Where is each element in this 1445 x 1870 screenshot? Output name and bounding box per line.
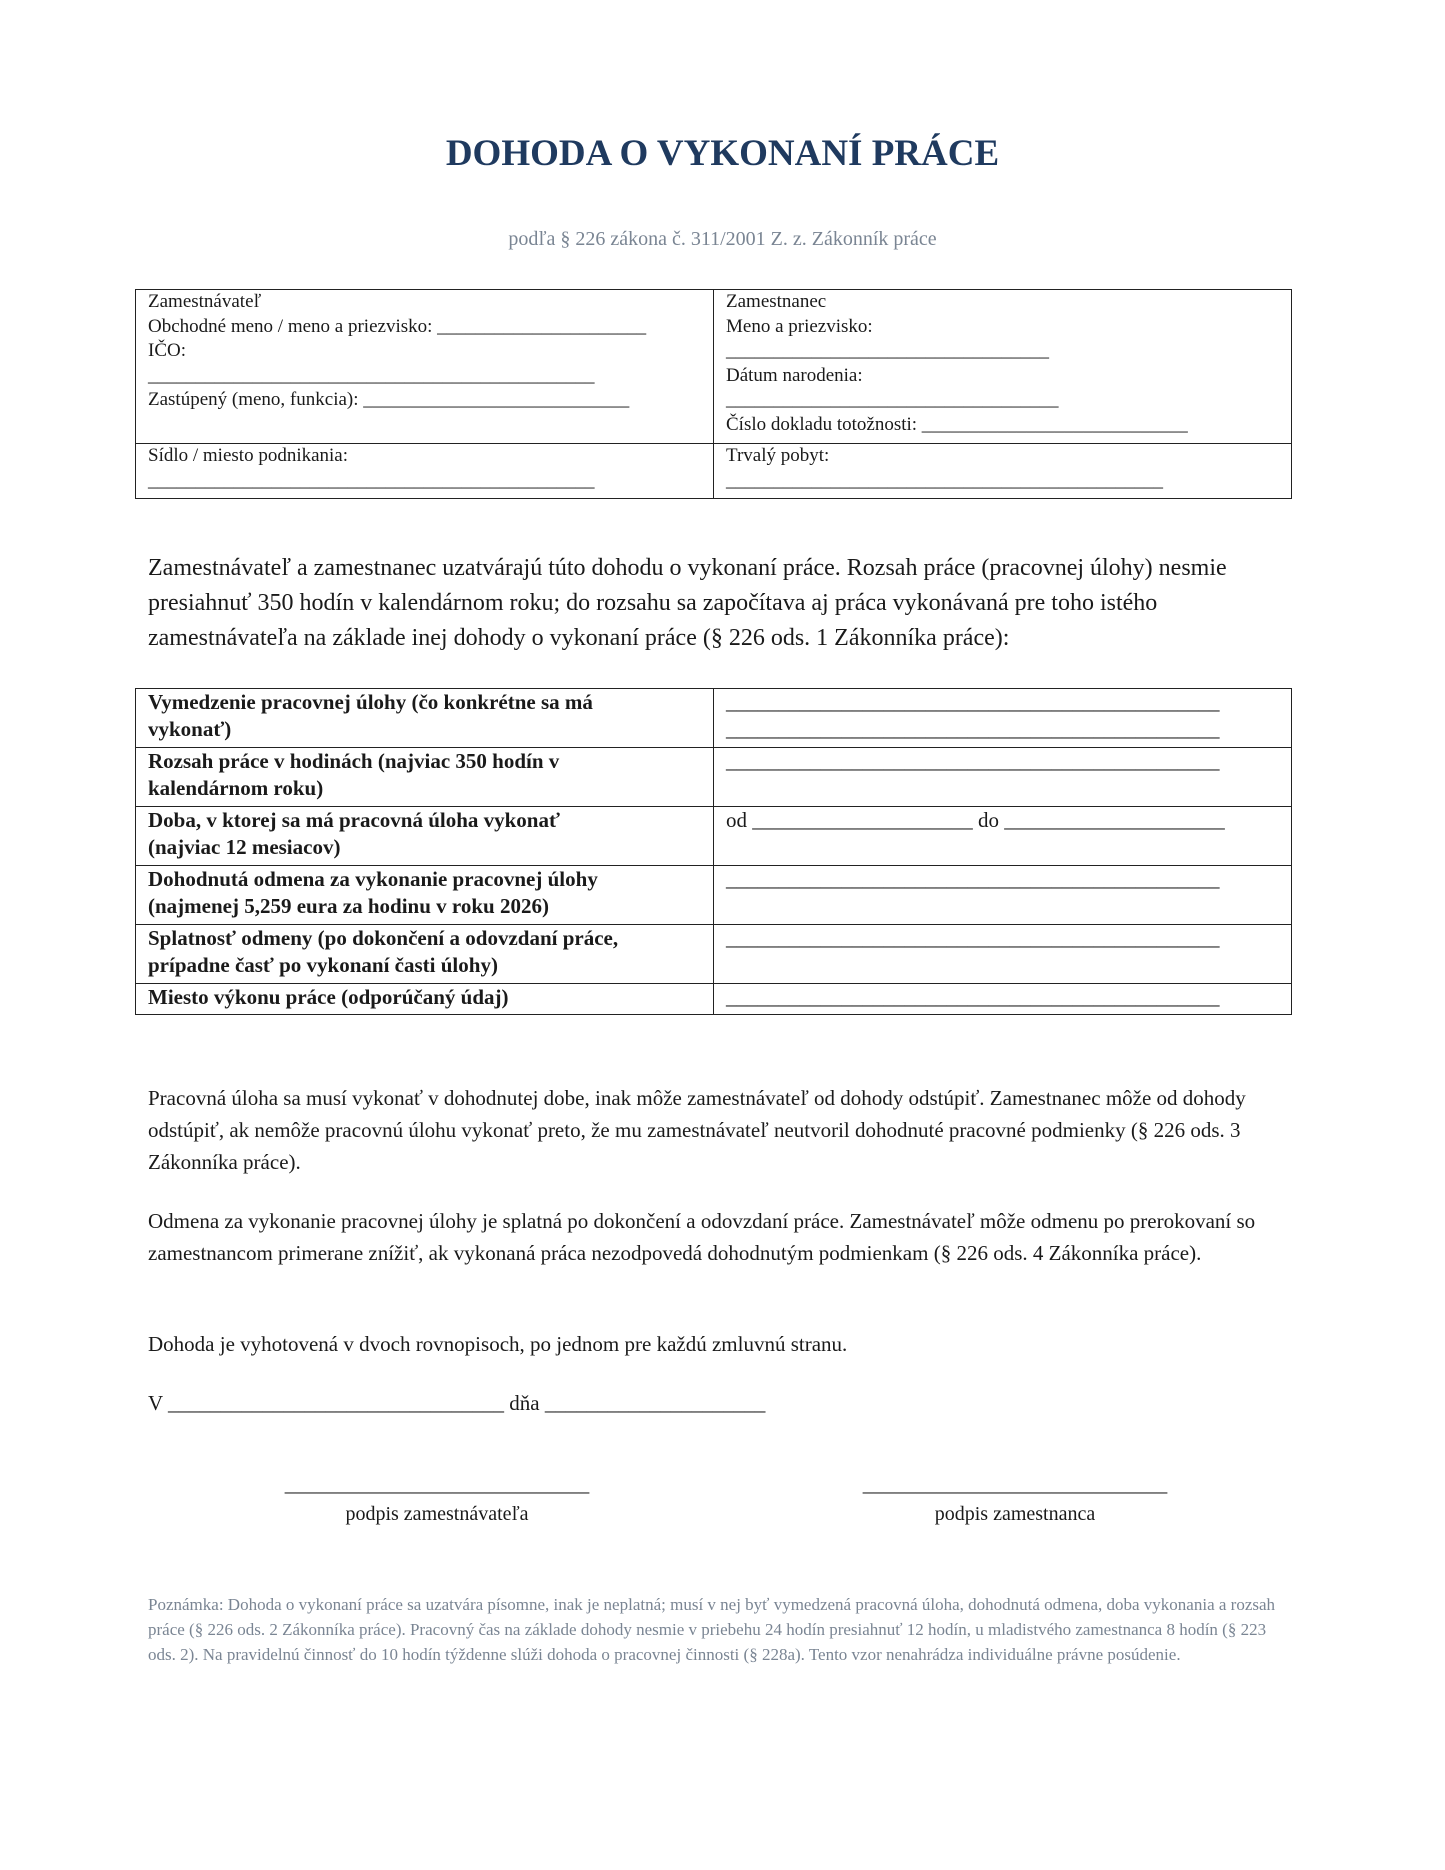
employee-name-field: __________________________________ [726,340,1049,361]
employee-residence-label: Trvalý pobyt: [726,445,830,466]
employer-signature-line: _____________________________ [284,1472,590,1496]
term-label-line: (najviac 12 mesiacov) [148,835,341,859]
employer-seat-field: _______________________________________________ [148,469,595,491]
place-date-line: V ________________________________ dňa _____________________ [148,1391,766,1415]
term-value-line: _______________________________________________ [726,690,1220,714]
term-label-line: Dohodnutá odmena za vykonanie pracovnej úlohy [148,867,598,891]
term-label-line: Vymedzenie pracovnej úlohy (čo konkrétne sa má [148,690,593,714]
employer-represented-field: Zastúpený (meno, funkcia): ____________________________ [148,389,630,410]
term-label-line: Splatnosť odmeny (po dokončení a odovzdaní práce, [148,926,619,950]
employee-birth-field: ___________________________________ [726,389,1059,410]
term-value [714,807,1292,866]
document-title: DOHODA O VYKONANÍ PRÁCE [445,133,1000,174]
term-value [714,925,1292,984]
footnote: Poznámka: Dohoda o vykonaní práce sa uzatvára písomne, inak je neplatná; musí v nej byť vymedzená pracovná úloha, dohodnutá odmena, doba vykonania a rozsah práce (§ 226 ods. 2 Zákonníka práce). Pracovný čas na základe dohody nesmie v priebehu 24 hodín presiahnuť 12 hodín, u mladistvého zamestnanca 8 hodín (§ 223 ods. 2). Na pravidelnú činnosť do 10 hodín týždenne slúži dohoda o pracovnej činnosti (§ 228a). Tento vzor nenahrádza individuálne právne posúdenie. [148,1595,1276,1664]
term-value-line: _______________________________________________ [726,867,1220,891]
term-label-line: Miesto výkonu práce (odporúčaný údaj) [148,985,509,1009]
term-label [136,807,714,866]
term-row [136,925,1292,984]
term-label-line: Rozsah práce v hodinách (najviac 350 hodín v [148,749,560,773]
employee-heading: Zamestnanec [726,291,827,312]
employee-residence-cell [714,444,1292,499]
employer-ico-field: _______________________________________________ [148,364,595,386]
document-subtitle: podľa § 226 zákona č. 311/2001 Z. z. Zákonník práce [508,228,937,250]
employer-name-field: Obchodné meno / meno a priezvisko: ______________________ [148,315,647,337]
employee-name-label: Meno a priezvisko: [726,315,873,337]
employee-birth-label: Dátum narodenia: [726,364,863,386]
term-label [136,984,714,1015]
term-label-line: kalendárnom roku) [148,776,324,800]
term-value-line: _______________________________________________ [726,985,1220,1009]
employer-ico-label: IČO: [148,340,186,361]
employee-id-field: Číslo dokladu totožnosti: ____________________________ [726,413,1188,435]
term-row [136,807,1292,866]
term-value-line: _______________________________________________ [726,926,1220,950]
remuneration-paragraph: Odmena za vykonanie pracovnej úlohy je splatná po dokončení a odovzdaní práce. Zamestnávateľ môže odmenu po prerokovaní so zamestnancom primerane znížiť, ak vykonaná práca nezodpovedá dohodnutým podmienkam (§ 226 ods. 4 Zákonníka práce). [148,1209,1256,1265]
term-label [136,689,714,748]
parties-table [135,289,1292,499]
term-row [136,866,1292,925]
term-label [136,866,714,925]
withdrawal-paragraph: Pracovná úloha sa musí vykonať v dohodnutej dobe, inak môže zamestnávateľ od dohody odstúpiť. Zamestnanec môže od dohody odstúpiť, ak nemôže pracovnú úlohu vykonať preto, že mu zamestnávateľ neutvoril dohodnuté pracovné podmienky (§ 226 ods. 3 Zákonníka práce). [148,1086,1246,1174]
term-label-line: (najmenej 5,259 eura za hodinu v roku 2026) [148,894,549,918]
term-value [714,866,1292,925]
term-value-line: od _____________________ do _____________________ [726,808,1225,832]
term-value [714,984,1292,1015]
term-value [714,689,1292,748]
employee-signature-line: _____________________________ [862,1472,1168,1496]
employer-heading: Zamestnávateľ [148,291,262,312]
employee-cell [714,290,1292,444]
term-value-line: _______________________________________________ [726,749,1220,773]
employee-residence-field: ______________________________________________ [726,469,1163,491]
employee-signature-caption: podpis zamestnanca [934,1503,1096,1525]
employer-seat-cell [136,444,714,499]
term-row [136,689,1292,748]
employer-seat-label: Sídlo / miesto podnikania: [148,445,349,466]
employer-signature-caption: podpis zamestnávateľa [345,1503,529,1525]
employer-cell [136,290,714,444]
term-value-line: _______________________________________________ [726,717,1220,741]
term-label [136,925,714,984]
term-row [136,984,1292,1015]
term-label-line: vykonať) [148,717,232,741]
term-label-line: Doba, v ktorej sa má pracovná úloha vykonať [148,808,560,832]
term-row [136,748,1292,807]
term-label-line: prípadne časť po vykonaní časti úlohy) [148,953,498,977]
terms-table [135,688,1292,1015]
intro-paragraph: Zamestnávateľ a zamestnanec uzatvárajú túto dohodu o vykonaní práce. Rozsah práce (pracovnej úlohy) nesmie presiahnuť 350 hodín v kalendárnom roku; do rozsahu sa započítava aj práca vykonávaná pre toho istého zamestnávateľa na základe inej dohody o vykonaní práce (§ 226 ods. 1 Zákonníka práce): [148,555,1227,651]
copies-paragraph: Dohoda je vyhotovená v dvoch rovnopisoch, po jednom pre každú zmluvnú stranu. [148,1332,848,1356]
term-label [136,748,714,807]
term-value [714,748,1292,807]
